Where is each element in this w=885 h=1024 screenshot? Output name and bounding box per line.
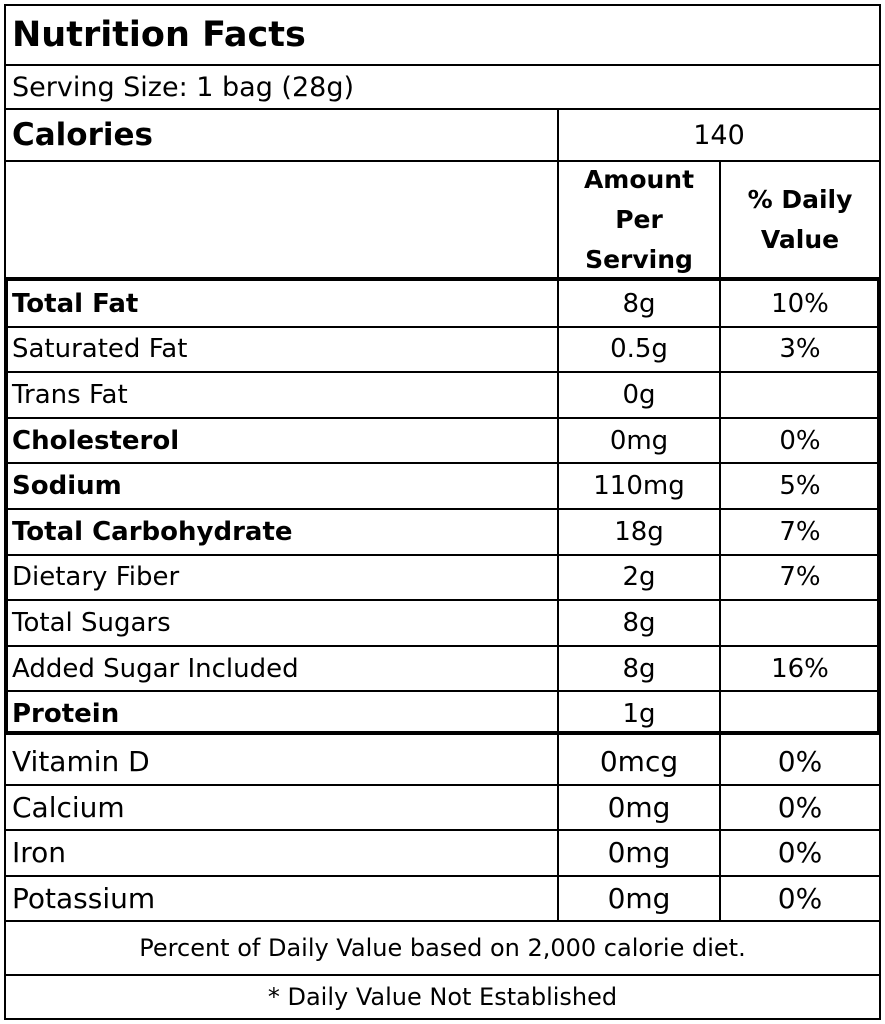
nutrient-daily-value: 7% bbox=[779, 562, 821, 593]
nutrient-daily-value: 7% bbox=[779, 516, 821, 547]
calories-label: Calories bbox=[12, 117, 153, 153]
serving-size: Serving Size: 1 bag (28g) bbox=[12, 71, 354, 103]
vitamin-name: Potassium bbox=[12, 881, 156, 915]
nutrient-name: Added Sugar Included bbox=[12, 653, 299, 684]
label-title: Nutrition Facts bbox=[12, 15, 306, 55]
nutrient-name: Total Fat bbox=[12, 288, 139, 319]
nutrient-name: Trans Fat bbox=[12, 379, 128, 410]
vitamin-amount: 0mg bbox=[607, 881, 671, 915]
vitamin-amount: 0mg bbox=[607, 790, 671, 824]
nutrient-daily-value bbox=[721, 600, 879, 646]
nutrient-amount: 0mg bbox=[609, 425, 669, 456]
nutrient-amount: 18g bbox=[614, 516, 664, 547]
amount-per-serving-header: Amount Per Serving bbox=[583, 164, 695, 274]
vitamin-daily-value: 0% bbox=[777, 790, 823, 824]
daily-value-footnote: Percent of Daily Value based on 2,000 calorie diet. bbox=[139, 934, 746, 962]
nutrient-amount: 8g bbox=[622, 288, 656, 319]
nutrient-amount: 110mg bbox=[593, 471, 685, 502]
nutrient-amount: 0.5g bbox=[610, 334, 668, 365]
vitamin-name: Vitamin D bbox=[12, 745, 150, 779]
nutrient-name: Total Carbohydrate bbox=[12, 516, 293, 547]
vitamin-daily-value: 0% bbox=[777, 881, 823, 915]
nutrient-name: Sodium bbox=[12, 471, 122, 502]
nutrient-daily-value bbox=[721, 691, 879, 737]
nutrient-name: Saturated Fat bbox=[12, 334, 188, 365]
vitamin-name: Iron bbox=[12, 836, 67, 870]
nutrient-amount: 8g bbox=[622, 607, 656, 638]
nutrient-name: Protein bbox=[12, 699, 120, 730]
vitamin-daily-value: 0% bbox=[777, 745, 823, 779]
nutrient-daily-value: 10% bbox=[771, 288, 829, 319]
vitamin-daily-value: 0% bbox=[777, 836, 823, 870]
nutrient-name: Cholesterol bbox=[12, 425, 180, 456]
nutrient-daily-value: 5% bbox=[779, 471, 821, 502]
nutrient-daily-value: 3% bbox=[779, 334, 821, 365]
nutrient-daily-value: 16% bbox=[771, 653, 829, 684]
nutrition-facts-label bbox=[4, 4, 881, 1020]
daily-value-header: % Daily Value bbox=[747, 184, 853, 254]
vitamin-name: Calcium bbox=[12, 790, 125, 824]
nutrient-amount: 1g bbox=[622, 699, 656, 730]
nutrient-amount: 0g bbox=[622, 379, 656, 410]
calories-value: 140 bbox=[693, 119, 745, 151]
nutrient-name: Dietary Fiber bbox=[12, 562, 180, 593]
nutrient-amount: 8g bbox=[622, 653, 656, 684]
vitamin-amount: 0mcg bbox=[599, 745, 679, 779]
nutrient-daily-value bbox=[721, 372, 879, 418]
nutrient-daily-value: 0% bbox=[779, 425, 821, 456]
nutrient-name: Total Sugars bbox=[12, 607, 171, 638]
not-established-footnote: * Daily Value Not Established bbox=[267, 983, 618, 1011]
nutrient-amount: 2g bbox=[622, 562, 656, 593]
vitamin-amount: 0mg bbox=[607, 836, 671, 870]
